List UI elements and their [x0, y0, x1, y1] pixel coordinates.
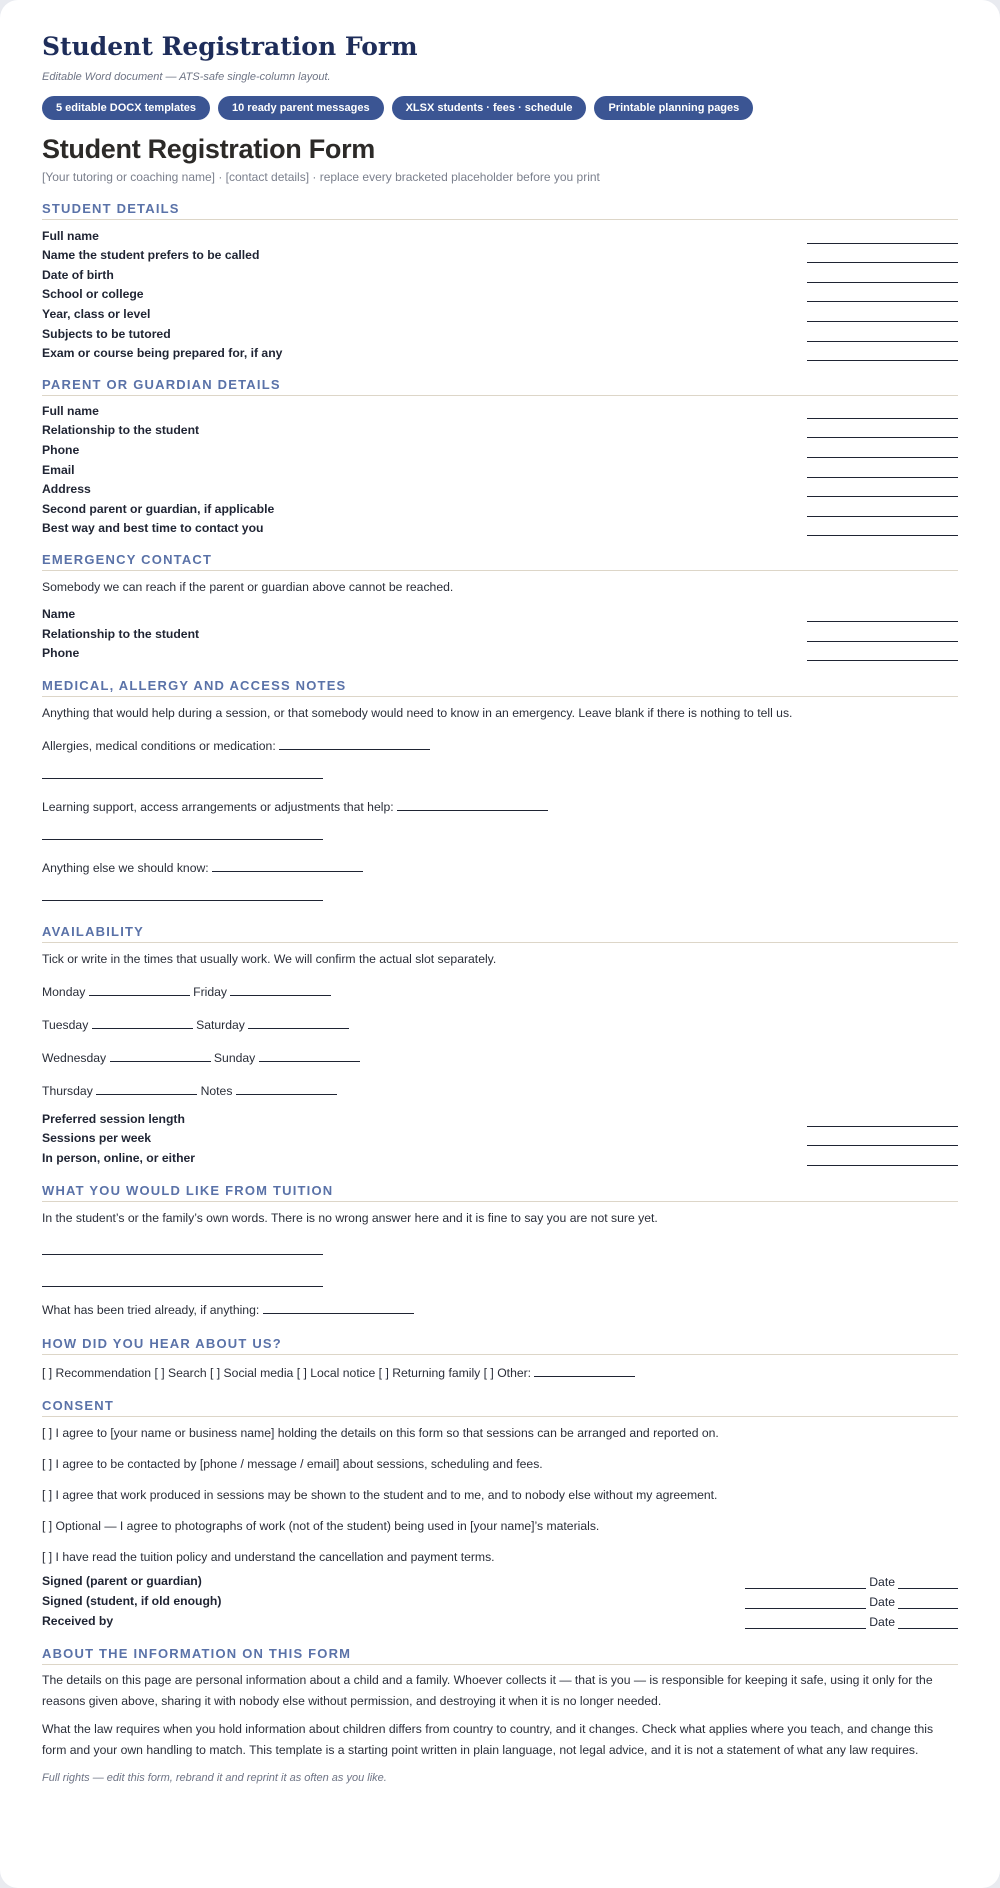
- availability-intro: Tick or write in the times that usually work. We will confirm the actual slot separately.: [42, 952, 497, 967]
- field-label: Name: [42, 606, 76, 621]
- field-label: In person, online, or either: [42, 1150, 196, 1165]
- hear-options-text[interactable]: [ ] Recommendation [ ] Search [ ] Social media [ ] Local notice [ ] Returning family [ ] Other:: [42, 1365, 532, 1380]
- fill-line[interactable]: [807, 522, 958, 536]
- answer-line[interactable]: [42, 825, 323, 840]
- about-paragraph: What the law requires when you hold information about children differs from country to country, and it changes. Check what applies where you teach, and change this form and your own handling to match. This template is a starting point written in plain language, not legal advice, and it is not a statement of what any law requires.: [42, 1721, 934, 1757]
- field-label: Address: [42, 482, 91, 497]
- field-label: Relationship to the student: [42, 626, 200, 641]
- field-row: [42, 478, 958, 498]
- field-row: [42, 419, 958, 439]
- signature-line[interactable]: [745, 1615, 866, 1629]
- signature-date-group: [745, 1615, 958, 1629]
- field-label: Phone: [42, 442, 80, 457]
- fill-line[interactable]: [807, 1152, 958, 1166]
- section-heading-about: ABOUT THE INFORMATION ON THIS FORM: [42, 1645, 958, 1665]
- field-row: [42, 244, 958, 264]
- field-label: Sessions per week: [42, 1131, 152, 1146]
- field-label: Year, class or level: [42, 306, 151, 321]
- field-row: [42, 322, 958, 342]
- fill-line[interactable]: [96, 1082, 197, 1095]
- field-row: [42, 602, 958, 622]
- date-line[interactable]: [898, 1615, 958, 1629]
- fill-line[interactable]: [279, 737, 430, 750]
- field-row: [42, 497, 958, 517]
- signature-line[interactable]: [745, 1595, 866, 1609]
- fill-line[interactable]: [807, 308, 958, 322]
- document-subtitle: [Your tutoring or coaching name] · [contact details] · replace every bracketed placeholder before you print: [42, 170, 600, 184]
- day-label: Monday: [42, 985, 86, 1000]
- medical-question: [42, 798, 958, 815]
- answer-line[interactable]: [42, 764, 323, 779]
- field-row: [42, 399, 958, 419]
- signature-label: Received by: [42, 1613, 114, 1628]
- pill-planning-pages[interactable]: Printable planning pages: [594, 96, 753, 120]
- field-label: Name the student prefers to be called: [42, 248, 260, 263]
- pill-parent-messages[interactable]: 10 ready parent messages: [218, 96, 384, 120]
- tuition-intro: In the student’s or the family’s own words. There is no wrong answer here and it is fine to say you are not sure yet.: [42, 1210, 658, 1225]
- fill-line[interactable]: [534, 1364, 635, 1377]
- brand-title: Student Registration Form: [42, 32, 418, 61]
- date-label: Date: [869, 1575, 895, 1590]
- fill-line[interactable]: [807, 1132, 958, 1146]
- question-label: Anything else we should know:: [42, 861, 209, 876]
- fill-line[interactable]: [110, 1049, 211, 1062]
- fill-line[interactable]: [807, 608, 958, 622]
- signature-fields: [42, 1570, 958, 1629]
- question-label: Learning support, access arrangements or adjustments that help:: [42, 800, 394, 815]
- field-row: [42, 642, 958, 662]
- fill-line[interactable]: [236, 1082, 337, 1095]
- day-label: Notes: [200, 1084, 233, 1099]
- section-heading-emergency: EMERGENCY CONTACT: [42, 551, 958, 571]
- section-heading-consent: CONSENT: [42, 1397, 958, 1417]
- emergency-intro: Somebody we can reach if the parent or guardian above cannot be reached.: [42, 580, 454, 595]
- field-label: Full name: [42, 228, 99, 243]
- date-label: Date: [869, 1595, 895, 1610]
- fill-line[interactable]: [807, 483, 958, 497]
- fill-line[interactable]: [807, 288, 958, 302]
- consent-item[interactable]: [ ] I agree to [your name or business name] holding the details on this form so that sessions can be arranged and reported on.: [42, 1425, 719, 1440]
- signature-row: [42, 1609, 958, 1629]
- brand-subtitle: Editable Word document — ATS-safe single-column layout.: [42, 71, 331, 83]
- signature-row: [42, 1570, 958, 1590]
- section-heading-parent: PARENT OR GUARDIAN DETAILS: [42, 376, 958, 396]
- section-heading-hear: HOW DID YOU HEAR ABOUT US?: [42, 1335, 958, 1355]
- fill-line[interactable]: [807, 347, 958, 361]
- fill-line[interactable]: [259, 1049, 360, 1062]
- feature-pills: [42, 96, 958, 120]
- field-label: Email: [42, 462, 75, 477]
- availability-fields: [42, 1107, 958, 1166]
- day-label: Wednesday: [42, 1051, 107, 1066]
- student-fields: [42, 224, 958, 361]
- answer-line[interactable]: [42, 1240, 323, 1255]
- question-label: Allergies, medical conditions or medication:: [42, 739, 276, 754]
- day-pair-row: [42, 983, 958, 1000]
- fill-line[interactable]: [807, 503, 958, 517]
- day-label: Sunday: [213, 1051, 256, 1066]
- consent-item[interactable]: [ ] Optional — I agree to photographs of work (not of the student) being used in [your name]’s materials.: [42, 1518, 600, 1533]
- fill-line[interactable]: [248, 1016, 349, 1029]
- fill-line[interactable]: [230, 983, 331, 996]
- section-heading-availability: AVAILABILITY: [42, 923, 958, 943]
- footer-note: Full rights — edit this form, rebrand it and reprint it as often as you like.: [42, 1771, 387, 1784]
- tuition-question: [42, 1301, 958, 1318]
- medical-question: [42, 737, 958, 754]
- fill-line[interactable]: [263, 1301, 414, 1314]
- field-label: School or college: [42, 287, 144, 302]
- day-pair-row: [42, 1049, 958, 1066]
- fill-line[interactable]: [807, 249, 958, 263]
- date-label: Date: [869, 1614, 895, 1629]
- field-label: Relationship to the student: [42, 423, 200, 438]
- answer-line[interactable]: [42, 1272, 323, 1287]
- consent-item[interactable]: [ ] I have read the tuition policy and understand the cancellation and payment terms.: [42, 1549, 495, 1564]
- section-heading-tuition: WHAT YOU WOULD LIKE FROM TUITION: [42, 1182, 958, 1202]
- fill-line[interactable]: [807, 269, 958, 283]
- section-heading-student: STUDENT DETAILS: [42, 200, 958, 220]
- field-row: [42, 622, 958, 642]
- fill-line[interactable]: [807, 328, 958, 342]
- field-row: [42, 224, 958, 244]
- day-label: Tuesday: [42, 1018, 89, 1033]
- field-row: [42, 302, 958, 322]
- field-label: Date of birth: [42, 267, 114, 282]
- field-row: [42, 1146, 958, 1166]
- signature-date-group: [745, 1595, 958, 1609]
- field-label: Best way and best time to contact you: [42, 521, 264, 536]
- field-row: [42, 342, 958, 362]
- fill-line[interactable]: [807, 424, 958, 438]
- day-pair-row: [42, 1016, 958, 1033]
- document-title: Student Registration Form: [42, 134, 376, 164]
- fill-line[interactable]: [807, 628, 958, 642]
- field-label: Second parent or guardian, if applicable: [42, 501, 275, 516]
- emergency-fields: [42, 602, 958, 661]
- pill-xlsx-students[interactable]: XLSX students · fees · schedule: [392, 96, 587, 120]
- date-line[interactable]: [898, 1595, 958, 1609]
- day-label: Friday: [193, 985, 228, 1000]
- medical-intro: Anything that would help during a session, or that somebody would need to know in an emergency. Leave blank if there is nothing to tell us.: [42, 706, 793, 721]
- consent-item[interactable]: [ ] I agree that work produced in sessions may be shown to the student and to me, and to nobody else without my agreement.: [42, 1487, 718, 1502]
- signature-date-group: [745, 1575, 958, 1589]
- field-label: Preferred session length: [42, 1111, 185, 1126]
- field-row: [42, 517, 958, 537]
- signature-label: Signed (student, if old enough): [42, 1594, 222, 1609]
- fill-line[interactable]: [807, 1113, 958, 1127]
- signature-label: Signed (parent or guardian): [42, 1574, 202, 1589]
- pill-docx-templates[interactable]: 5 editable DOCX templates: [42, 96, 210, 120]
- section-heading-medical: MEDICAL, ALLERGY AND ACCESS NOTES: [42, 677, 958, 697]
- fill-line[interactable]: [807, 647, 958, 661]
- hear-options: [42, 1364, 958, 1381]
- date-line[interactable]: [898, 1575, 958, 1589]
- field-row: [42, 458, 958, 478]
- fill-line[interactable]: [92, 1016, 193, 1029]
- consent-item[interactable]: [ ] I agree to be contacted by [phone / message / email] about sessions, scheduling and fees.: [42, 1456, 543, 1471]
- field-label: Subjects to be tutored: [42, 326, 171, 341]
- fill-line[interactable]: [807, 444, 958, 458]
- field-label: Phone: [42, 646, 80, 661]
- fill-line[interactable]: [397, 798, 548, 811]
- field-label: Full name: [42, 403, 99, 418]
- field-row: [42, 1107, 958, 1127]
- field-row: [42, 438, 958, 458]
- answer-line[interactable]: [42, 886, 323, 901]
- signature-line[interactable]: [745, 1575, 866, 1589]
- field-row: [42, 263, 958, 283]
- signature-row: [42, 1589, 958, 1609]
- fill-line[interactable]: [89, 983, 190, 996]
- parent-fields: [42, 399, 958, 536]
- medical-question: [42, 859, 958, 876]
- fill-line[interactable]: [807, 405, 958, 419]
- day-pair-row: [42, 1082, 958, 1099]
- question-label: What has been tried already, if anything:: [42, 1302, 260, 1317]
- day-label: Saturday: [196, 1018, 245, 1033]
- about-paragraph: The details on this page are personal information about a child and a family. Whoever collects it — that is you — is responsible for keeping it safe, using it only for the reasons given above, sharing it with nobody else without permission, and destroying it when it is no longer needed.: [42, 1672, 933, 1708]
- fill-line[interactable]: [212, 859, 363, 872]
- field-row: [42, 283, 958, 303]
- day-label: Thursday: [42, 1084, 93, 1099]
- fill-line[interactable]: [807, 230, 958, 244]
- field-row: [42, 1127, 958, 1147]
- field-label: Exam or course being prepared for, if any: [42, 346, 283, 361]
- fill-line[interactable]: [807, 464, 958, 478]
